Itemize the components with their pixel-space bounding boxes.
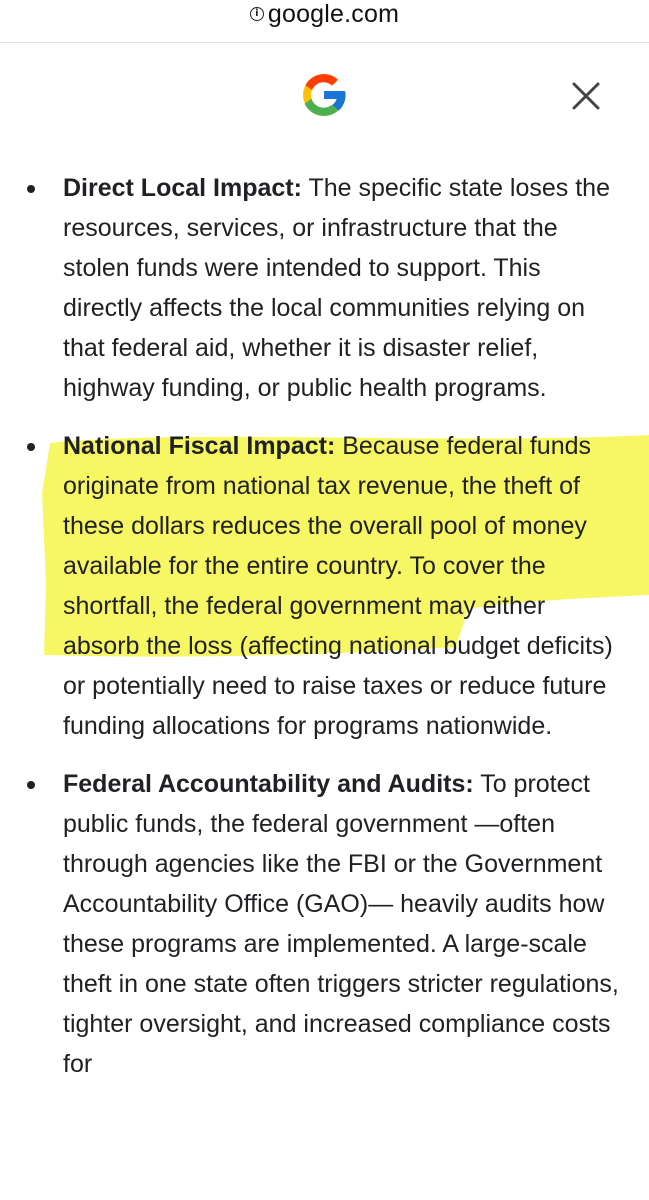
- bullet-dot: [27, 781, 35, 789]
- list-item-text: To protect public funds, the federal government —often through agencies like the FBI or the Government Accountability Office (GAO)— heavily audits how these programs are implemented. A large-scale theft in one state often triggers stricter regulations, tighter oversight, and increased compliance costs for: [63, 770, 619, 1078]
- list-item-term: Direct Local Impact:: [63, 174, 302, 202]
- url-text: google.com: [267, 0, 400, 28]
- list-item-national-fiscal-impact: [0, 426, 649, 746]
- list-item-term: Federal Accountability and Audits:: [63, 770, 474, 798]
- list-item-term: National Fiscal Impact:: [63, 432, 336, 460]
- answer-content: [0, 168, 649, 1102]
- google-g-logo-icon: [297, 68, 351, 122]
- address-bar[interactable]: [0, 0, 649, 43]
- list-item-direct-local-impact: [0, 168, 649, 408]
- list-item-federal-accountability: [0, 764, 649, 1084]
- bullet-dot: [27, 443, 35, 451]
- address-bar-content: [250, 0, 399, 29]
- info-icon[interactable]: i: [250, 7, 264, 21]
- close-icon[interactable]: [566, 76, 606, 116]
- list-item-text: The specific state loses the resources, services, or infrastructure that the stolen funds were intended to support. This directly affects the local communities relying on that federal aid, whether it is disaster relief, highway funding, or public health programs.: [63, 174, 610, 402]
- list-item-text: Because federal funds originate from national tax revenue, the theft of these dollars reduces the overall pool of money available for the entire country. To cover the shortfall, the federal government may either absorb the loss (affecting national budget deficits) or potentially need to raise taxes or reduce future funding allocations for programs nationwide.: [63, 432, 613, 740]
- bullet-list: [0, 168, 649, 1084]
- bullet-dot: [27, 185, 35, 193]
